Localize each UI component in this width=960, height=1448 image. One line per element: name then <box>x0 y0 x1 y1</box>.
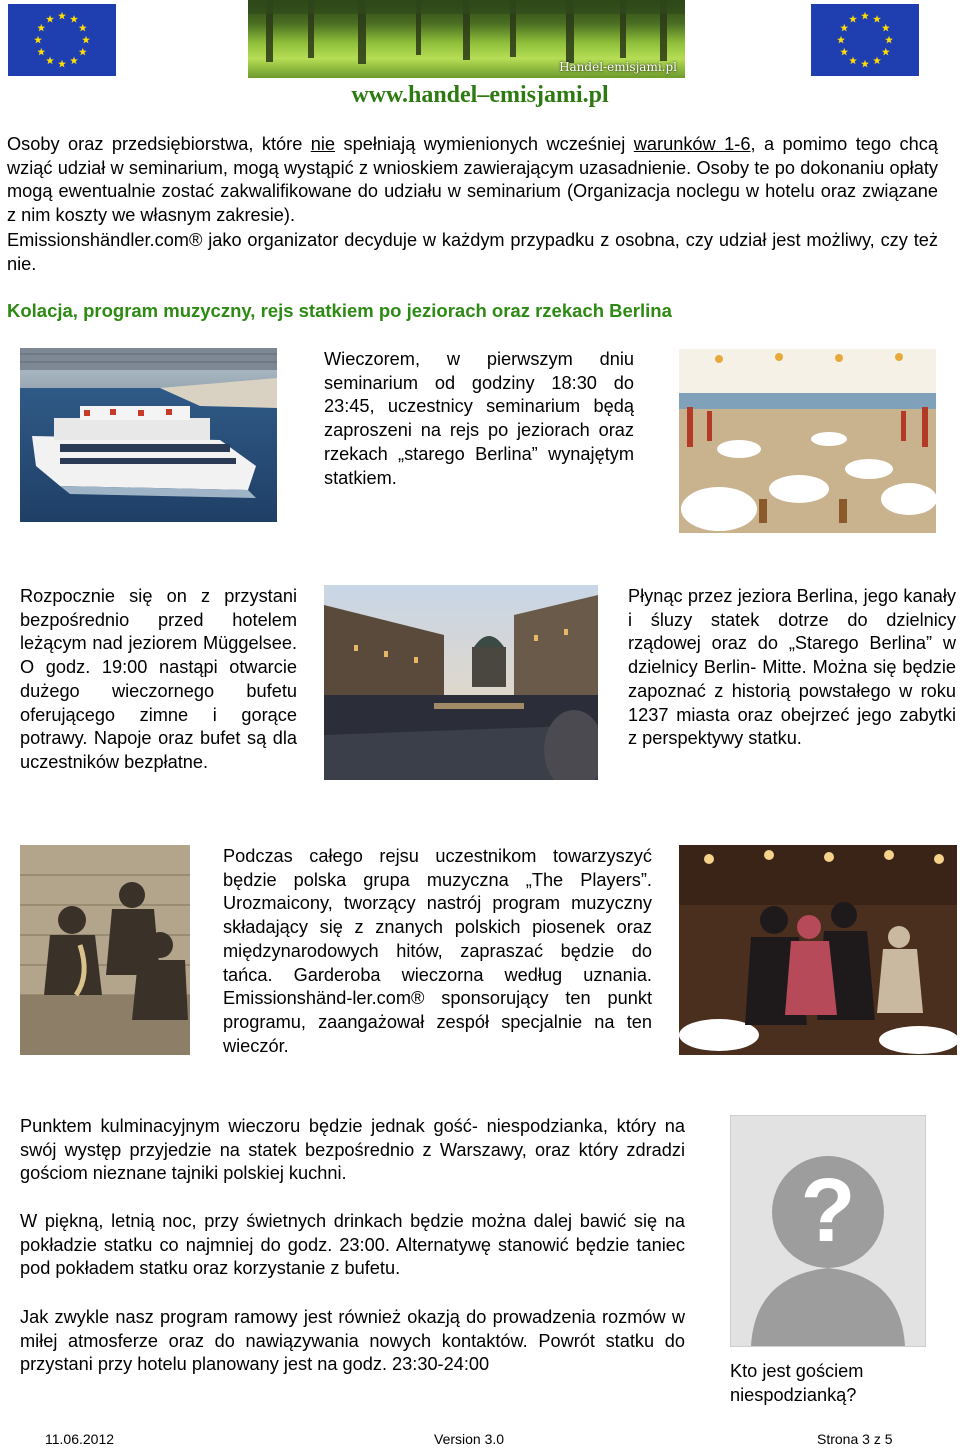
site-url: www.handel–emisjami.pl <box>351 82 609 108</box>
intro-paragraph <box>7 133 938 228</box>
ship-dining-room-photo <box>679 349 936 533</box>
route-paragraph: Płynąc przez jeziora Berlina, jego kanały i śluzy statek dotrze do dzielnicy rządowej oraz do „Starego Berlina” w dzielnicy Berlin- Mitte. Można się będzie zapoznać z historią powstałego w roku 1237 miasta oraz obejrzeć jego zabytki z perspektywy statku. <box>628 586 956 749</box>
footer-version: Version 3.0 <box>434 1431 505 1447</box>
eu-flag-icon <box>811 4 919 76</box>
footer-page-number: Strona 3 z 5 <box>817 1431 893 1447</box>
intro-underlined-conditions: warunków 1-6 <box>633 134 751 154</box>
section-heading: Kolacja, program muzyczny, rejs statkiem po jeziorach oraz rzekach Berlina <box>7 300 672 321</box>
band-sepia-photo <box>20 845 190 1055</box>
guest-paragraph: Punktem kulminacyjnym wieczoru będzie jednak gość- niespodzianka, który na swój występ przyjedzie na statek bezpośrednio z Warszawy, oraz który zdradzi gościom nieznane tajniki polskiej kuchni. <box>20 1116 685 1184</box>
intro-text: Osoby oraz przedsiębiorstwa, które <box>7 134 311 154</box>
banner-watermark: Handel-emisjami.pl <box>559 60 677 74</box>
guest-caption: Kto jest gościem niespodzianką? <box>730 1361 864 1405</box>
dancing-guests-photo <box>679 845 957 1055</box>
night-paragraph: W piękną, letnią noc, przy świetnych drinkach będzie można dalej bawić się na pokładzie statku co najmniej do godz. 23:00. Alternatywę stanowić będzie taniec pod pokładem statku oraz korzystanie z bufetu. <box>20 1211 685 1279</box>
intro-text: spełniają wymienionych wcześniej <box>335 134 634 154</box>
unknown-person-icon <box>730 1115 926 1347</box>
eu-flag-icon <box>8 4 116 76</box>
organizer-paragraph: Emissionshändler.com® jako organizator decyduje w każdym przypadku z osobna, czy udział jest możliwy, czy też nie. <box>7 230 938 274</box>
intro-text: , a pomimo tego chcą wziąć udział w seminarium, mogą wystąpić z wnioskiem zawierającym uzasadnienie. Osoby te po dokonaniu opłaty mogą ewentualnie zostać zakwalifikowane do udziału w seminarium (Organizacja noclegu w hotelu oraz związane z nim koszty we własnym zakresie). <box>7 134 938 226</box>
evening-paragraph: Wieczorem, w pierwszym dniu seminarium od godziny 18:30 do 23:45, uczestnicy seminarium będą zaproszeni na rejs po jeziorach oraz rzekach „starego Berlina” wynajętym statkiem. <box>324 349 634 488</box>
header-banner <box>248 0 685 78</box>
svg-text:?: ? <box>800 1161 856 1261</box>
berlin-river-photo <box>324 585 598 780</box>
start-paragraph: Rozpocznie się on z przystani bezpośrednio przed hotelem leżącym nad jeziorem Müggelsee. O godz. 19:00 nastąpi otwarcie dużego wieczornego bufetu oferującego zimne i gorące potrawy. Napoje oraz bufet są dla uczestników bezpłatne. <box>20 586 297 772</box>
cruise-ship-photo <box>20 348 277 522</box>
intro-underlined-nie: nie <box>310 134 336 154</box>
footer-date: 11.06.2012 <box>45 1431 115 1447</box>
music-paragraph: Podczas całego rejsu uczestnikom towarzyszyć będzie polska grupa muzyczna „The Players”. Urozmaicony, tworzący nastrój program muzyczny składający się z znanych polskich piosenek oraz międzynarodowych hitów, zapraszać będzie do tańca. Garderoba wieczorna według uznania. Emissionshänd-ler.com® sponsorujący ten punkt programu, zaangażował zespół specjalnie na ten wieczór. <box>223 846 652 1056</box>
talks-paragraph: Jak zwykle nasz program ramowy jest również okazją do prowadzenia rozmów w miłej atmosferze oraz do nawiązywania nowych kontaktów. Powrót statku do przystani przy hotelu planowany jest na godz. 23:30-24:00 <box>20 1307 685 1375</box>
